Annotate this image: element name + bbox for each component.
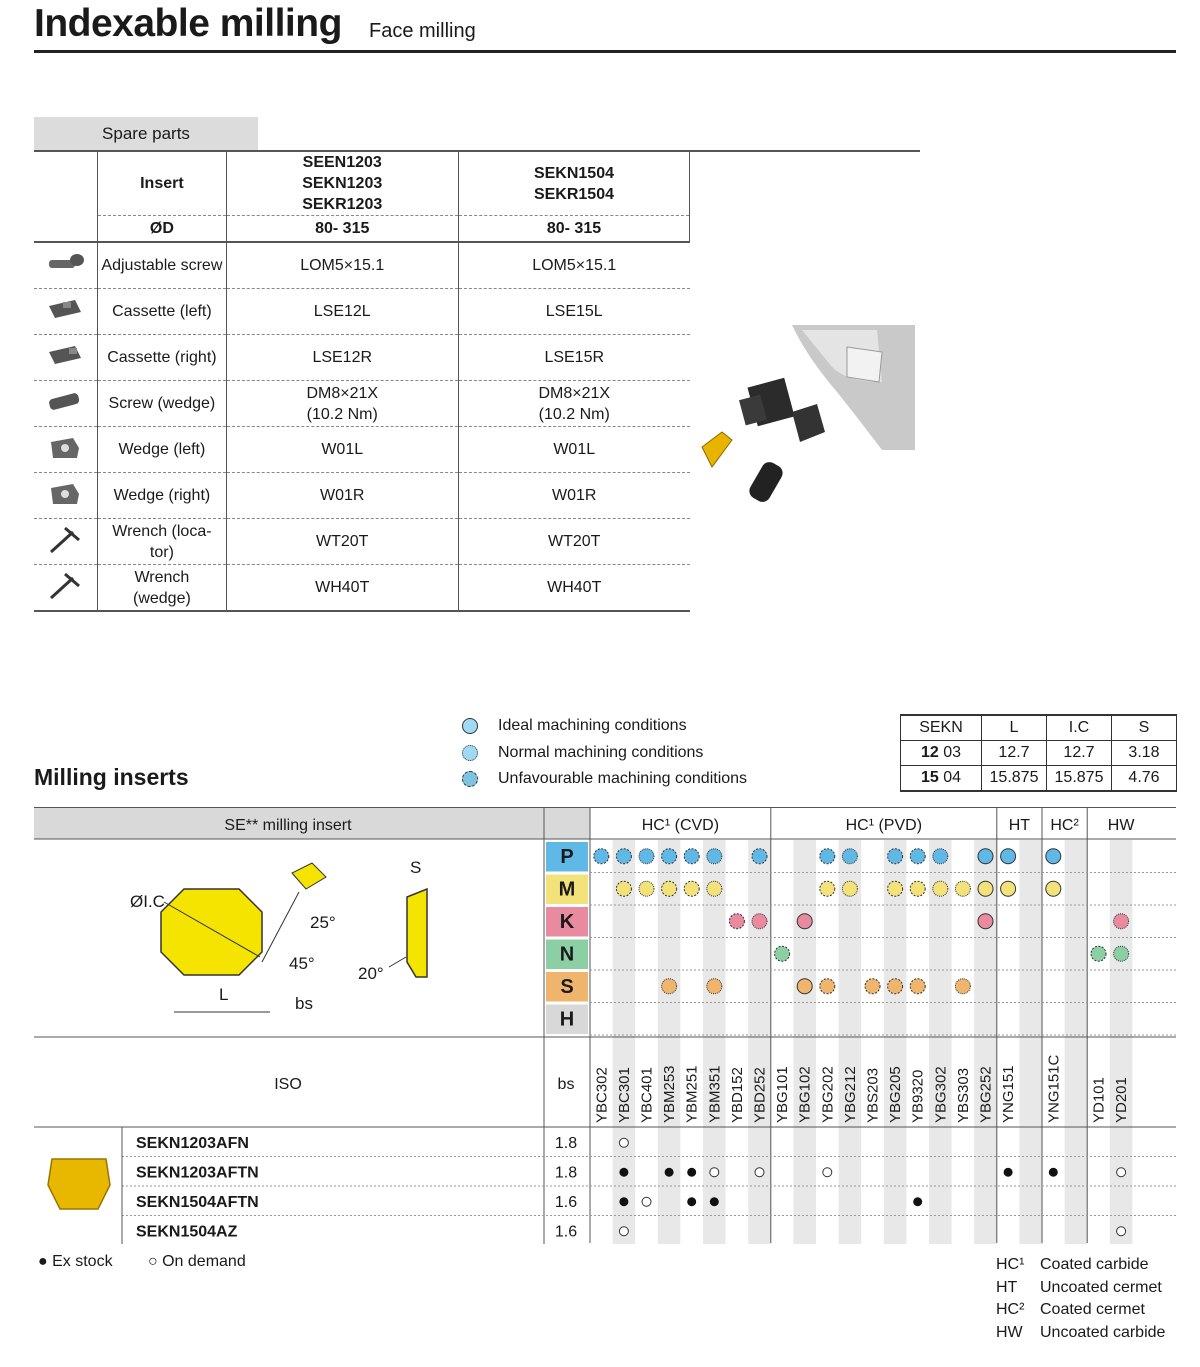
ex-stock-dot: [687, 1168, 696, 1177]
normal-flower-icon: [1091, 946, 1106, 961]
material-letter: N: [559, 943, 575, 966]
normal-flower-icon: [820, 849, 835, 864]
insert-code: SEKN1203AFN: [136, 1135, 249, 1152]
wedge-right-icon: [34, 473, 97, 519]
normal-flower-icon: [888, 881, 903, 896]
insert-bs: 1.8: [554, 1164, 578, 1182]
grade-label: YBG202: [819, 1066, 837, 1123]
angle-20-line: [389, 957, 406, 967]
ex-stock-dot: [1004, 1168, 1013, 1177]
on-demand-dot: [619, 1227, 628, 1236]
wrench-icon: [34, 519, 97, 565]
diameter-col-1: 80- 315: [226, 216, 458, 243]
insert-code: SEKN1504: [533, 164, 614, 182]
ideal-circle-icon: [978, 881, 993, 896]
insert-code: SEKN1203AFTN: [136, 1164, 259, 1182]
normal-flower-icon: [888, 849, 903, 864]
grade-label: YBD152: [728, 1067, 746, 1123]
column-stripe: [929, 840, 952, 1244]
insert-photo: [48, 1159, 110, 1209]
grade-label: YBM351: [706, 1065, 724, 1123]
normal-flower-icon: [684, 849, 699, 864]
normal-flower-icon: [775, 946, 790, 961]
on-demand-dot: [710, 1168, 719, 1177]
wrench-icon: [34, 565, 97, 612]
insert-bs: 1.6: [554, 1194, 578, 1211]
unfavourable-star-icon: [639, 881, 654, 896]
normal-flower-icon: [616, 881, 631, 896]
grade-label: YBC301: [615, 1067, 633, 1123]
ideal-circle-icon: [1046, 881, 1061, 896]
ex-stock-dot: [913, 1197, 922, 1206]
normal-flower-icon: [594, 849, 609, 864]
cassette-left-icon: [34, 289, 97, 335]
unfavourable-star-icon: [462, 771, 478, 787]
column-stripe: [613, 840, 636, 1244]
ideal-circle-icon: [462, 718, 478, 734]
normal-flower-icon: [910, 979, 925, 994]
grade-label: YBM253: [661, 1065, 679, 1123]
column-stripe: [658, 840, 681, 1244]
legend-ideal: Ideal machining conditions: [462, 717, 687, 735]
normal-flower-icon: [910, 849, 925, 864]
part-code: LOM5×15.1: [458, 242, 690, 289]
part-code: W01R: [458, 473, 690, 519]
ideal-circle-icon: [1046, 849, 1061, 864]
grade-label: YB9320: [909, 1069, 927, 1123]
spare-part-row: [34, 565, 920, 612]
bs-header: bs: [557, 1076, 575, 1093]
column-stripe: [884, 840, 907, 1244]
unfavourable-star-icon: [662, 979, 677, 994]
normal-flower-icon: [616, 849, 631, 864]
ex-stock-dot: [619, 1168, 628, 1177]
diameter-label: ØD: [97, 216, 226, 243]
on-demand-dot: [823, 1168, 832, 1177]
column-stripe: [1065, 840, 1088, 1244]
on-demand-dot: [1117, 1168, 1126, 1177]
grade-label: YBG102: [796, 1066, 814, 1123]
ideal-circle-icon: [1001, 849, 1016, 864]
milling-insert-grid: [34, 807, 1176, 1244]
grade-label: YBM251: [683, 1065, 701, 1123]
grade-label: YNG151: [1000, 1065, 1018, 1123]
grade-label: YBG252: [977, 1066, 995, 1123]
part-code: WT20T: [458, 519, 690, 565]
angle-25-label: 25°: [310, 913, 336, 932]
cutter-assembly-image: [697, 322, 917, 512]
on-demand-dot: [1117, 1227, 1126, 1236]
spare-parts-tab: Spare parts: [34, 117, 258, 150]
normal-flower-icon: [888, 979, 903, 994]
grade-label: YBC302: [593, 1067, 611, 1123]
insert-profile: [407, 889, 427, 977]
column-stripe: [1019, 840, 1042, 1244]
grade-label: YNG151C: [1045, 1054, 1063, 1123]
cassette-right-icon: [34, 335, 97, 381]
part-code: DM8×21X (10.2 Nm): [226, 381, 458, 427]
grade-label: YBD252: [751, 1067, 769, 1123]
part-code: LSE15L: [458, 289, 690, 335]
page-title: Indexable milling: [34, 2, 342, 45]
normal-flower-icon: [662, 881, 677, 896]
normal-flower-icon: [684, 881, 699, 896]
part-code: W01L: [226, 427, 458, 473]
part-code: LSE15R: [458, 335, 690, 381]
part-code: DM8×21X (10.2 Nm): [458, 381, 690, 427]
insert-bs: 1.6: [554, 1223, 578, 1241]
part-code: W01R: [226, 473, 458, 519]
insert-code: SEKN1203: [302, 175, 383, 192]
unfavourable-star-icon: [707, 849, 722, 864]
title-rule: [34, 50, 1176, 53]
unfavourable-star-icon: [933, 881, 948, 896]
part-name: Wrench (wedge): [97, 565, 226, 612]
sekn-code: 12 03: [901, 741, 982, 766]
material-letter: S: [560, 976, 574, 998]
unfavourable-star-icon: [1114, 914, 1129, 929]
ex-stock-dot: [619, 1197, 628, 1206]
normal-flower-icon: [729, 914, 744, 929]
ic-label: ØI.C: [130, 892, 165, 911]
grade-label: YBG302: [932, 1066, 950, 1123]
normal-flower-icon: [820, 881, 835, 896]
milling-inserts-title: Milling inserts: [34, 764, 189, 790]
unfavourable-star-icon: [955, 979, 970, 994]
ideal-circle-icon: [797, 914, 812, 929]
insert-label: Insert: [97, 151, 226, 216]
grade-label: YBG205: [887, 1066, 905, 1123]
column-stripe: [974, 840, 997, 1244]
insert-code: SEKR1203: [302, 196, 383, 213]
insert-code: SEKN1504AFTN: [136, 1194, 259, 1211]
column-stripe: [703, 840, 726, 1244]
on-demand-dot: [755, 1168, 764, 1177]
wedge-screw-icon: [34, 381, 97, 427]
part-code: WH40T: [226, 565, 458, 612]
part-name: Cassette (left): [97, 289, 226, 335]
insert-code: SEKN1504AZ: [136, 1223, 238, 1241]
part-code: W01L: [458, 427, 690, 473]
bs-label: bs: [295, 994, 313, 1013]
legend-unfavourable: Unfavourable machining conditions: [462, 770, 747, 788]
ideal-circle-icon: [978, 849, 993, 864]
material-letter: P: [560, 846, 574, 868]
s-label: S: [410, 858, 422, 877]
group-header: HC²: [1050, 817, 1079, 834]
grade-label: YBG101: [774, 1066, 792, 1123]
insert-code: SEKR1504: [533, 185, 614, 203]
column-stripe: [1110, 840, 1133, 1244]
group-header: HT: [1008, 817, 1031, 834]
sekn-dimensions-table: SEKN L I.C S 12 03 12.7 12.7 3.18 15 04 15.875 15.875 4.76: [900, 714, 1177, 792]
iso-label: ISO: [274, 1076, 302, 1093]
ex-stock-dot: [665, 1168, 674, 1177]
unfavourable-star-icon: [955, 881, 970, 896]
grade-label: YBS303: [954, 1067, 972, 1123]
part-code: WT20T: [226, 519, 458, 565]
angle-20-label: 20°: [358, 964, 384, 983]
group-header: HC¹ (CVD): [641, 817, 720, 834]
unfavourable-star-icon: [842, 849, 857, 864]
ideal-circle-icon: [1001, 881, 1016, 896]
normal-flower-icon: [820, 979, 835, 994]
part-code: LOM5×15.1: [226, 242, 458, 289]
page-subtitle: Face milling: [369, 20, 476, 42]
grade-label: YBG212: [841, 1066, 859, 1123]
angle-45-label: 45°: [289, 954, 315, 973]
normal-flower-icon: [462, 745, 478, 761]
spare-part-row: [34, 242, 920, 289]
insert-header: SE** milling insert: [224, 817, 352, 834]
spare-part-row: [34, 519, 920, 565]
unfavourable-star-icon: [639, 849, 654, 864]
group-header: HC¹ (PVD): [845, 817, 923, 834]
angle-line: [262, 892, 299, 962]
ex-stock-dot: [1049, 1168, 1058, 1177]
material-letter: K: [559, 911, 575, 933]
part-name: Cassette (right): [97, 335, 226, 381]
normal-flower-icon: [910, 881, 925, 896]
unfavourable-star-icon: [707, 881, 722, 896]
material-letter: H: [559, 1008, 575, 1031]
part-name: Wrench (loca- tor): [97, 519, 226, 565]
normal-flower-icon: [662, 849, 677, 864]
wedge-left-icon: [34, 427, 97, 473]
sekn-code: 15 04: [901, 766, 982, 792]
part-code: LSE12L: [226, 289, 458, 335]
adjustable-screw-icon: [34, 242, 97, 289]
part-name: Wedge (right): [97, 473, 226, 519]
grade-label: YBS203: [864, 1067, 882, 1123]
grade-type-legend: HC¹ Coated carbide HT Uncoated cermet HC² Coated cermet HW Uncoated carbide: [996, 1256, 1166, 1341]
ex-stock-legend: ● Ex stock: [38, 1253, 113, 1270]
unfavourable-star-icon: [752, 914, 767, 929]
part-name: Screw (wedge): [97, 381, 226, 427]
column-stripe: [839, 840, 862, 1244]
ex-stock-dot: [687, 1197, 696, 1206]
material-letter: M: [558, 878, 576, 901]
insert-bs: 1.8: [554, 1135, 578, 1152]
insert-col-1: [226, 151, 458, 216]
grade-label: YBC401: [638, 1067, 656, 1123]
normal-flower-icon: [752, 849, 767, 864]
part-code: WH40T: [458, 565, 690, 612]
group-header: HW: [1107, 817, 1135, 834]
on-demand-legend: ○ On demand: [148, 1253, 246, 1270]
on-demand-dot: [619, 1138, 628, 1147]
ex-stock-dot: [710, 1197, 719, 1206]
insert-code: SEEN1203: [302, 154, 382, 171]
legend-normal: Normal machining conditions: [462, 744, 703, 762]
ideal-circle-icon: [797, 979, 812, 994]
diameter-col-2: 80- 315: [458, 216, 690, 243]
unfavourable-star-icon: [842, 881, 857, 896]
part-name: Adjustable screw: [97, 242, 226, 289]
column-stripe: [748, 840, 771, 1244]
part-name: Wedge (left): [97, 427, 226, 473]
on-demand-dot: [642, 1197, 651, 1206]
insert-outline: [161, 889, 262, 975]
ideal-circle-icon: [978, 914, 993, 929]
unfavourable-star-icon: [1114, 946, 1129, 961]
insert-col-2: [458, 151, 690, 216]
grade-label: YD101: [1090, 1077, 1108, 1123]
grade-label: YD201: [1113, 1077, 1131, 1123]
part-code: LSE12R: [226, 335, 458, 381]
normal-flower-icon: [865, 979, 880, 994]
insert-edge: [292, 863, 326, 889]
length-label: L: [219, 985, 229, 1004]
unfavourable-star-icon: [933, 849, 948, 864]
unfavourable-star-icon: [707, 979, 722, 994]
column-stripe: [793, 840, 816, 1244]
